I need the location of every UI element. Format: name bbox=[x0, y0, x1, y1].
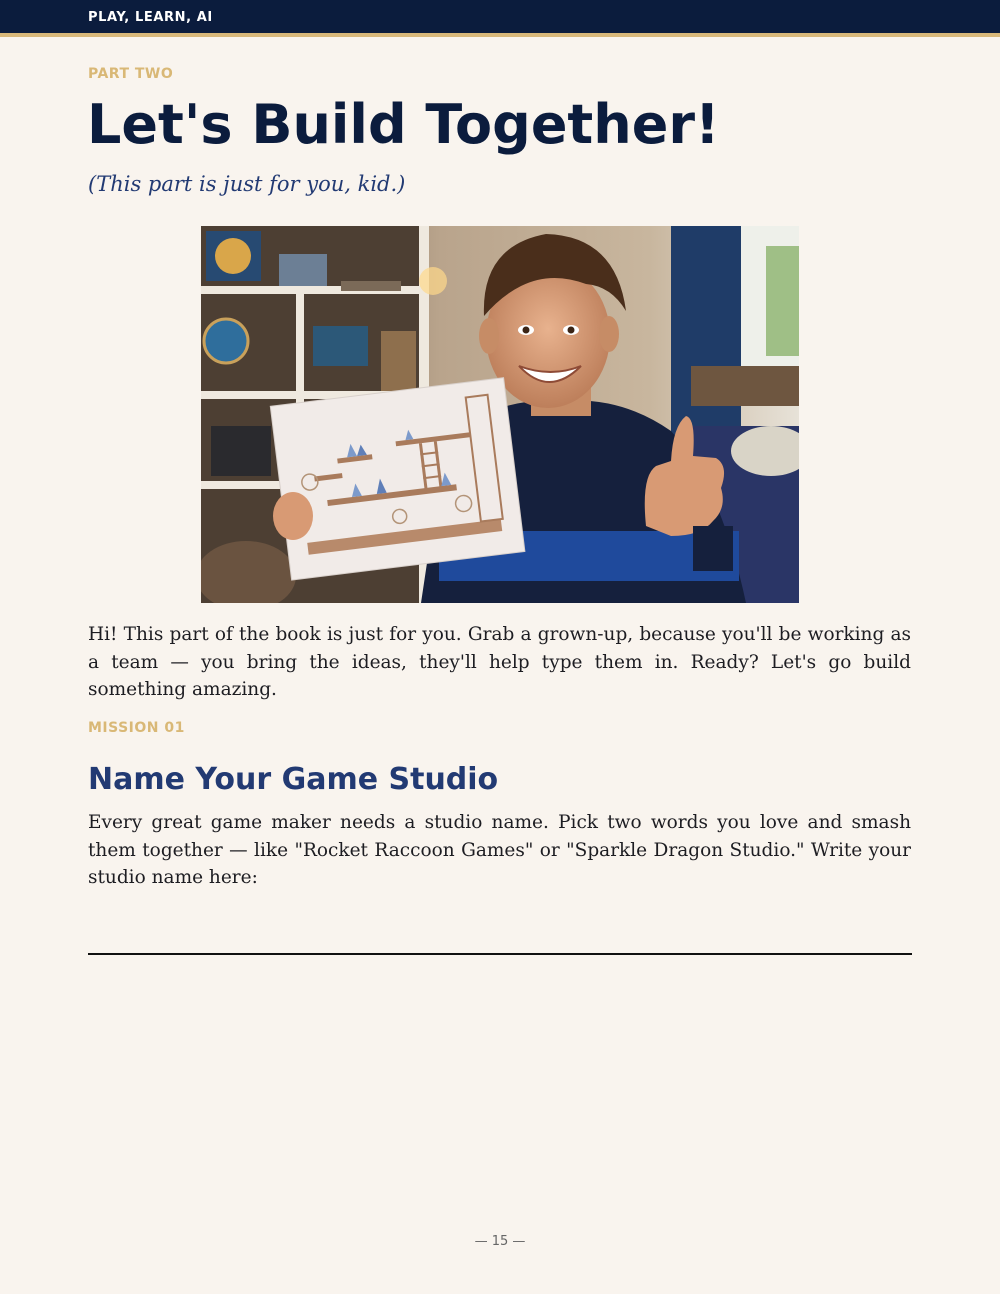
part-label: PART TWO bbox=[88, 66, 174, 82]
intro-paragraph: Hi! This part of the book is just for you. Grab a grown-up, because you'll be working as a team — you bring the ideas, they'll help type them in. Ready? Let's go build something amazing. bbox=[88, 624, 911, 700]
page-number: — 15 — bbox=[474, 1234, 526, 1249]
mission-label: MISSION 01 bbox=[88, 720, 185, 736]
running-head: PLAY, LEARN, AI bbox=[88, 10, 213, 25]
mission-paragraph: Every great game maker needs a studio name. Pick two words you love and smash them together — like "Rocket Raccoon Games" or "Sparkle Dragon Studio." Write your studio name here: bbox=[88, 812, 911, 888]
chapter-subtitle: (This part is just for you, kid.) bbox=[88, 172, 406, 196]
studio-name-write-in-line bbox=[88, 953, 912, 955]
top-banner bbox=[0, 0, 1000, 37]
kid-with-drawing-photo bbox=[201, 226, 799, 603]
chapter-title: Let's Build Together! bbox=[87, 93, 720, 156]
mission-title: Name Your Game Studio bbox=[88, 762, 499, 797]
